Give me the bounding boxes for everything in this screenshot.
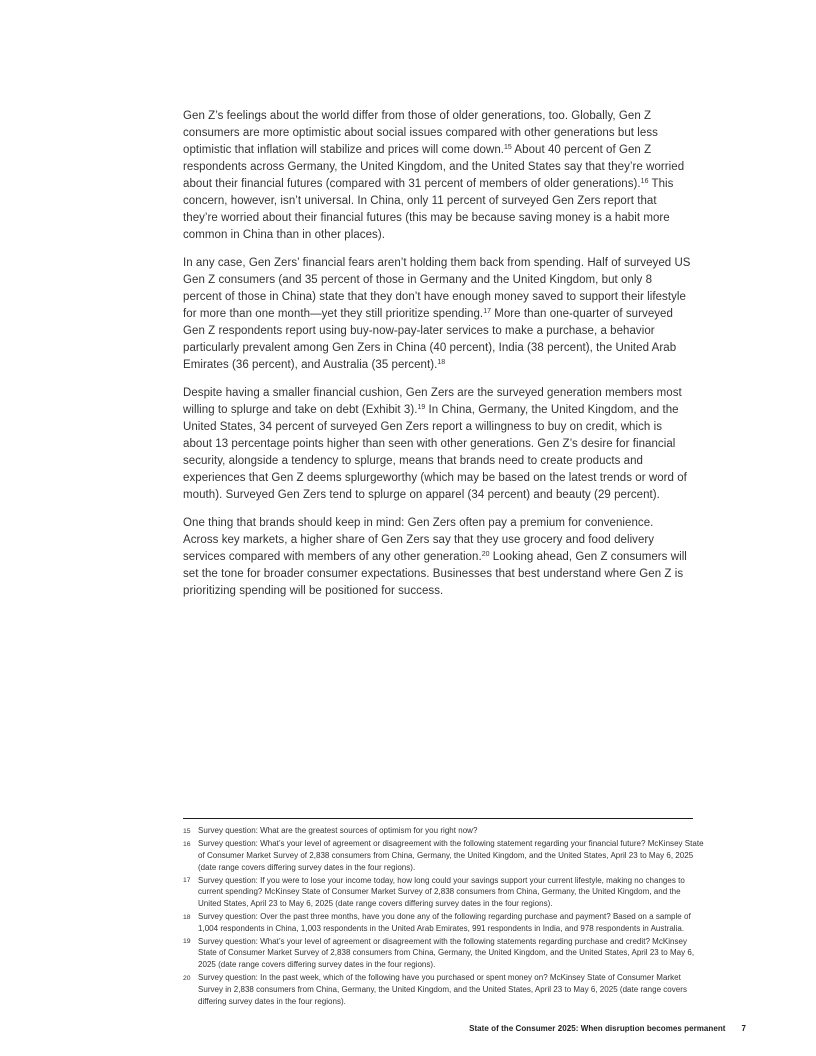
paragraph-text: One thing that brands should keep in mind: Gen Zers often pay a premium for convenience. Across key markets, a higher share of Gen Zers say that they use grocery and food delivery services compared with members of any other generation. bbox=[183, 517, 655, 563]
footnote-item bbox=[183, 911, 705, 935]
page-number: 7 bbox=[741, 1024, 746, 1033]
paragraph-text: About 40 percent of Gen Z respondents across Germany, the United Kingdom, and the United States say that they’re worried about their financial futures (compared with 31 percent of members of older generations). bbox=[183, 144, 685, 190]
paragraph-text: Gen Z’s feelings about the world differ from those of older generations, too. Globally, Gen Z consumers are more optimistic about social issues compared with other generations but less optimistic that inflation will stabilize and prices will come down. bbox=[183, 110, 658, 156]
page-footer bbox=[183, 1024, 746, 1033]
footnote-number: 19 bbox=[183, 938, 191, 946]
footnote-ref-20: 20 bbox=[481, 551, 490, 558]
footnote-text: Survey question: Over the past three months, have you done any of the following regarding purchase and payment? Based on a sample of 1,004 respondents in China, 1,003 respondents in the United Arab Emirates, 991 respondents in India, and 978 respondents in Australia. bbox=[198, 912, 691, 933]
paragraph-text: In any case, Gen Zers’ financial fears aren’t holding them back from spending. Half of surveyed US Gen Z consumers (and 35 percent of those in Germany and the United Kingdom, but only 8 percent of those in China) state that they don’t have enough money saved to support their lifestyle for more than one month—yet they still prioritize spending. bbox=[183, 257, 691, 320]
footnote-text: Survey question: What’s your level of agreement or disagreement with the following statements regarding purchase and credit? McKinsey State of Consumer Market Survey of 2,838 consumers from China, Germany, the United Kingdom, and the United States, April 23 to May 6, 2025 (date range covers differing survey dates in the four regions). bbox=[198, 936, 695, 970]
paragraph-text: Despite having a smaller financial cushion, Gen Zers are the surveyed generation members most willing to splurge and take on debt (Exhibit 3). bbox=[183, 387, 682, 416]
paragraph-text: Looking ahead, Gen Z consumers will set the tone for broader consumer expectations. Businesses that best understand where Gen Z is prioritizing spending will be positioned for success. bbox=[183, 551, 687, 597]
footnote-number: 18 bbox=[183, 913, 191, 921]
paragraph-text: In China, Germany, the United Kingdom, and the United States, 34 percent of surveyed Gen Zers report a willingness to buy on credit, which is about 13 percentage points higher than seen with other generations. Gen Z’s desire for financial security, alongside a tendency to splurge, means that brands need to create products and experiences that Gen Z deems splurgeworthy (which may be based on the latest trends or word of mouth). Surveyed Gen Zers tend to splurge on apparel (34 percent) and beauty (29 percent). bbox=[183, 404, 687, 501]
paragraph-spending bbox=[183, 255, 691, 374]
footnote-text: Survey question: What’s your level of agreement or disagreement with the following statement regarding your financial future? McKinsey State of Consumer Market Survey of 2,838 consumers from China, Germany, the United Kingdom, and the United States, April 23 to May 6, 2025 (date range covers differing survey dates in the four regions). bbox=[198, 839, 704, 872]
footnote-item bbox=[183, 825, 705, 837]
footnote-item bbox=[183, 972, 705, 1007]
footnote-item bbox=[183, 936, 705, 971]
footnote-item bbox=[183, 875, 705, 910]
footnote-number: 17 bbox=[183, 877, 191, 885]
paragraph-convenience bbox=[183, 515, 691, 600]
footnotes-section bbox=[183, 818, 705, 1008]
paragraph-gen-z-feelings bbox=[183, 108, 691, 244]
footnote-ref-19: 19 bbox=[417, 404, 426, 411]
paragraph-splurge-debt bbox=[183, 385, 691, 504]
paragraph-text: This concern, however, isn’t universal. In China, only 11 percent of surveyed Gen Zers report that they’re worried about their financial futures (this may be because saving money is a habit more common in China than in other places). bbox=[183, 178, 674, 241]
footnote-divider bbox=[183, 818, 693, 819]
paragraph-text: More than one-quarter of surveyed Gen Z respondents report using buy-now-pay-later services to make a purchase, a behavior particularly prevalent among Gen Zers in China (40 percent), India (38 percent), the United Arab Emirates (36 percent), and Australia (35 percent). bbox=[183, 308, 677, 371]
running-footer-title: State of the Consumer 2025: When disruption becomes permanent bbox=[469, 1024, 726, 1033]
footnote-text: Survey question: If you were to lose your income today, how long could your savings support your current lifestyle, making no changes to current spending? McKinsey State of Consumer Market Survey of 2,838 consumers from China, Germany, the United Kingdom, and the United States, April 23 to May 6, 2025 (date range covers differing survey dates in the four regions). bbox=[198, 875, 685, 909]
footnote-text: Survey question: What are the greatest sources of optimism for you right now? bbox=[198, 826, 478, 835]
article-body bbox=[183, 108, 691, 611]
footnote-ref-15: 15 bbox=[504, 144, 512, 151]
footnote-ref-18: 18 bbox=[437, 359, 446, 366]
footnote-text: Survey question: In the past week, which of the following have you purchased or spent money on? McKinsey State of Consumer Market Survey in 2,838 consumers from China, Germany, the United Kingdom, and the United States, April 23 to May 6, 2025 (date range covers differing survey dates in the four regions). bbox=[198, 973, 687, 1006]
footnote-ref-16: 16 bbox=[640, 178, 649, 185]
footnote-number: 20 bbox=[183, 974, 191, 982]
footnote-number: 15 bbox=[183, 827, 191, 835]
footnote-ref-17: 17 bbox=[483, 308, 491, 315]
footnote-item bbox=[183, 838, 705, 873]
footnote-number: 16 bbox=[183, 840, 191, 848]
